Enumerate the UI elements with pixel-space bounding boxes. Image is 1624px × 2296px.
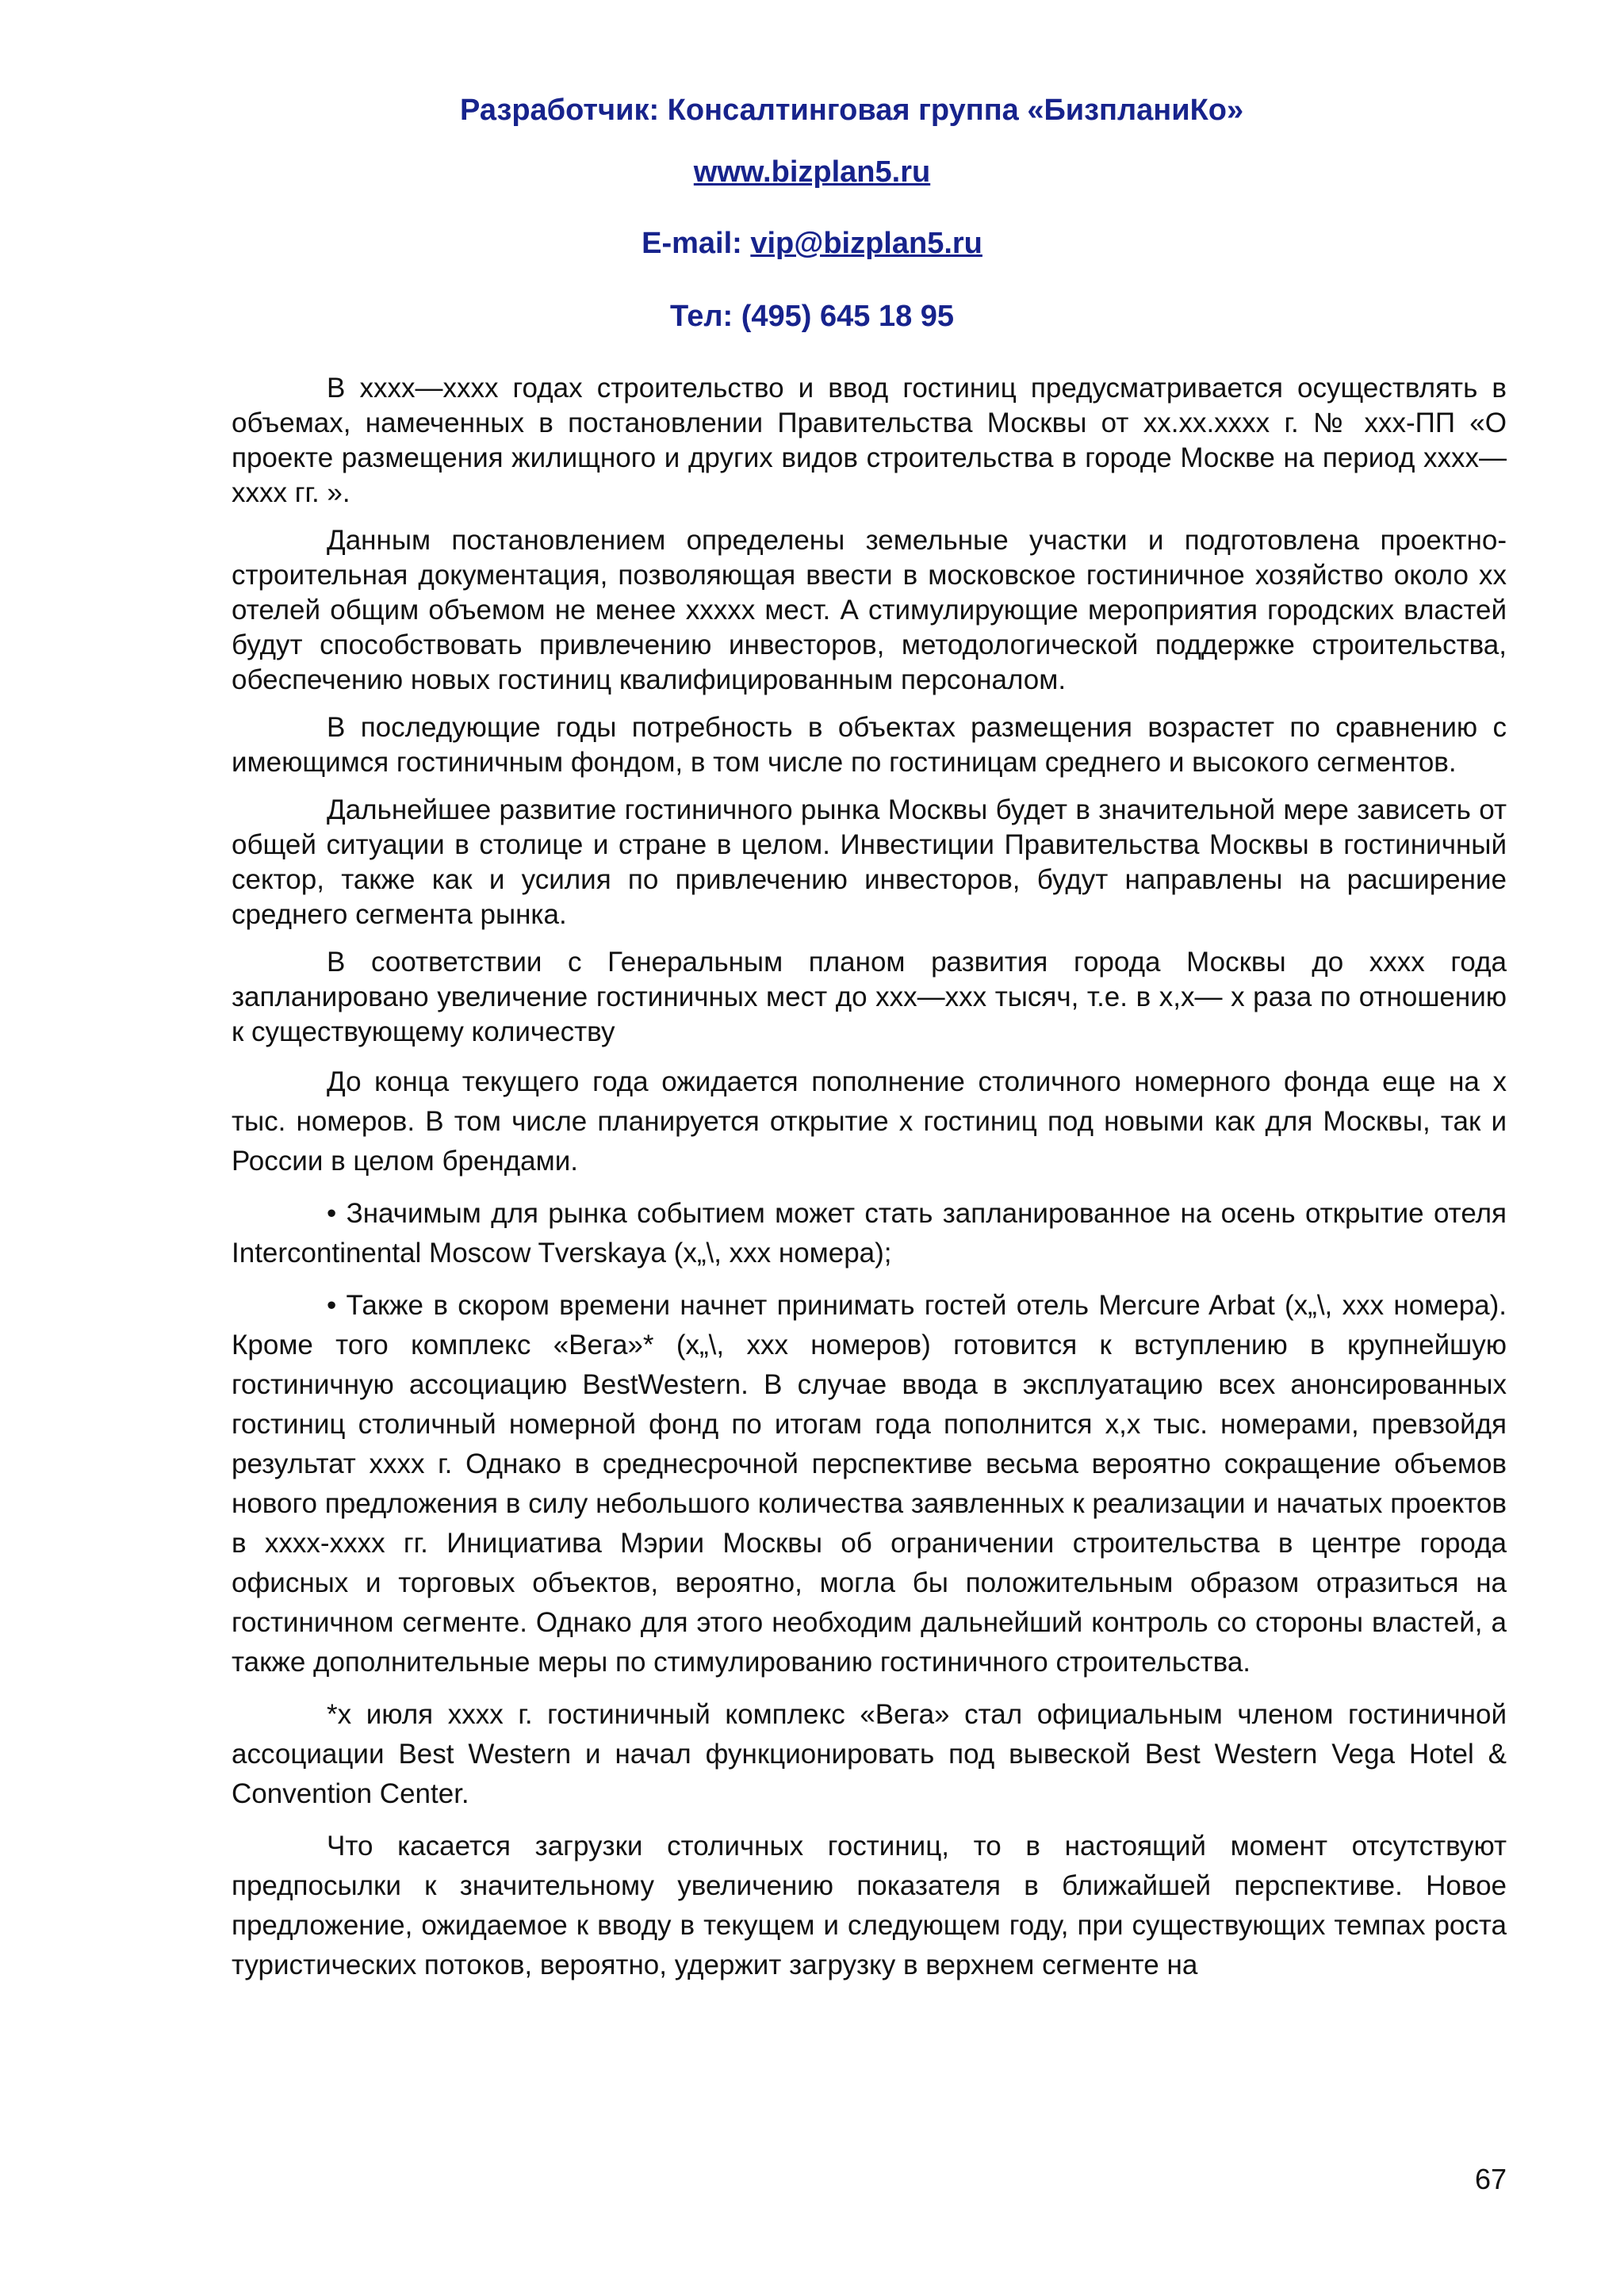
paragraph: В хххх—хххх годах строительство и ввод гостиниц предусматривается осуществлять в объемах, намеченных в постановлении Правительства Москвы от хх.хх.хххх г. № ххх-ПП «О проекте размещения жилищного и других видов строительства в городе Москве на период хххх—хххх гг. ».	[232, 373, 1507, 508]
website-link[interactable]: www.bizplan5.ru	[693, 155, 931, 189]
paragraph: Данным постановлением определены земельные участки и подготовлена проектно-строительная документация, позволяющая ввести в московское гостиничное хозяйство около хх отелей общим объемом не менее ххххх мест. А стимулирующие мероприятия городских властей будут способствовать привлечению инвесторов, методологической поддержке строительства, обеспечению новых гостиниц квалифицированным персоналом.	[232, 525, 1507, 695]
page-number: 67	[1474, 2163, 1507, 2195]
email-link[interactable]: vip@bizplan5.ru	[750, 227, 982, 260]
paragraph: Дальнейшее развитие гостиничного рынка Москвы будет в значительной мере зависеть от общей ситуации в столице и стране в целом. Инвестиции Правительства Москвы в гостиничный сектор, также как и усилия по привлечению инвесторов, будут направлены на расширение среднего сегмента рынка.	[232, 794, 1507, 930]
document-body	[232, 371, 1507, 1985]
paragraph: Что касается загрузки столичных гостиниц, то в настоящий момент отсутствуют предпосылки к значительному увеличению показателя в ближайшей перспективе. Новое предложение, ожидаемое к вводу в текущем и следующем году, при существующих темпах роста туристических потоков, вероятно, удержит загрузку в верхнем сегменте на	[232, 1831, 1507, 1980]
footnote-paragraph: *х июля хххх г. гостиничный комплекс «Вега» стал официальным членом гостиничной ассоциации Best Western и начал функционировать под вывеской Best Western Vega Hotel & Convention Center.	[232, 1699, 1507, 1809]
bullet-paragraph: • Значимым для рынка событием может стать запланированное на осень открытие отеля Intercontinental Moscow Tverskaya (х„\, ххх номера);	[232, 1198, 1507, 1269]
email-line	[0, 227, 1624, 261]
paragraph: До конца текущего года ожидается пополнение столичного номерного фонда еще на х тыс. номеров. В том числе планируется открытие х гостиниц под новыми как для Москвы, так и России в целом брендами.	[232, 1066, 1507, 1177]
bullet-paragraph: • Также в скором времени начнет принимать гостей отель Mercure Arbat (х„\, ххх номера). Кроме того комплекс «Вега»* (х„\, ххх номеров) готовится к вступлению в крупнейшую гостиничную ассоциацию BestWestern. В случае ввода в эксплуатацию всех анонсированных гостиниц столичный номерной фонд по итогам года пополнится х,х тыс. номерами, превзойдя результат хххх г. Однако в среднесрочной перспективе весьма вероятно сокращение объемов нового предложения в силу небольшого количества заявленных к реализации и начатых проектов в хххх-хххх гг. Инициатива Мэрии Москвы об ограничении строительства в центре города офисных и торговых объектов, вероятно, могла бы положительным образом отразиться на гостиничном сегменте. Однако для этого необходим дальнейший контроль со стороны властей, а также дополнительные меры по стимулированию гостиничного строительства.	[232, 1290, 1507, 1678]
paragraph: В последующие годы потребность в объектах размещения возрастет по сравнению с имеющимся гостиничным фондом, в том числе по гостиницам среднего и высокого сегментов.	[232, 712, 1507, 778]
phone-line: Тел: (495) 645 18 95	[669, 300, 955, 333]
developer-heading: Разработчик: Консалтинговая группа «БизпланиКо»	[460, 94, 1244, 127]
email-label: E-mail:	[642, 227, 742, 260]
paragraph: В соответствии с Генеральным планом развития города Москвы до хххх года запланировано увеличение гостиничных мест до ххх—ххх тысяч, т.е. в х,х— х раза по отношению к существующему количеству	[232, 947, 1507, 1047]
website-line	[0, 155, 1624, 189]
